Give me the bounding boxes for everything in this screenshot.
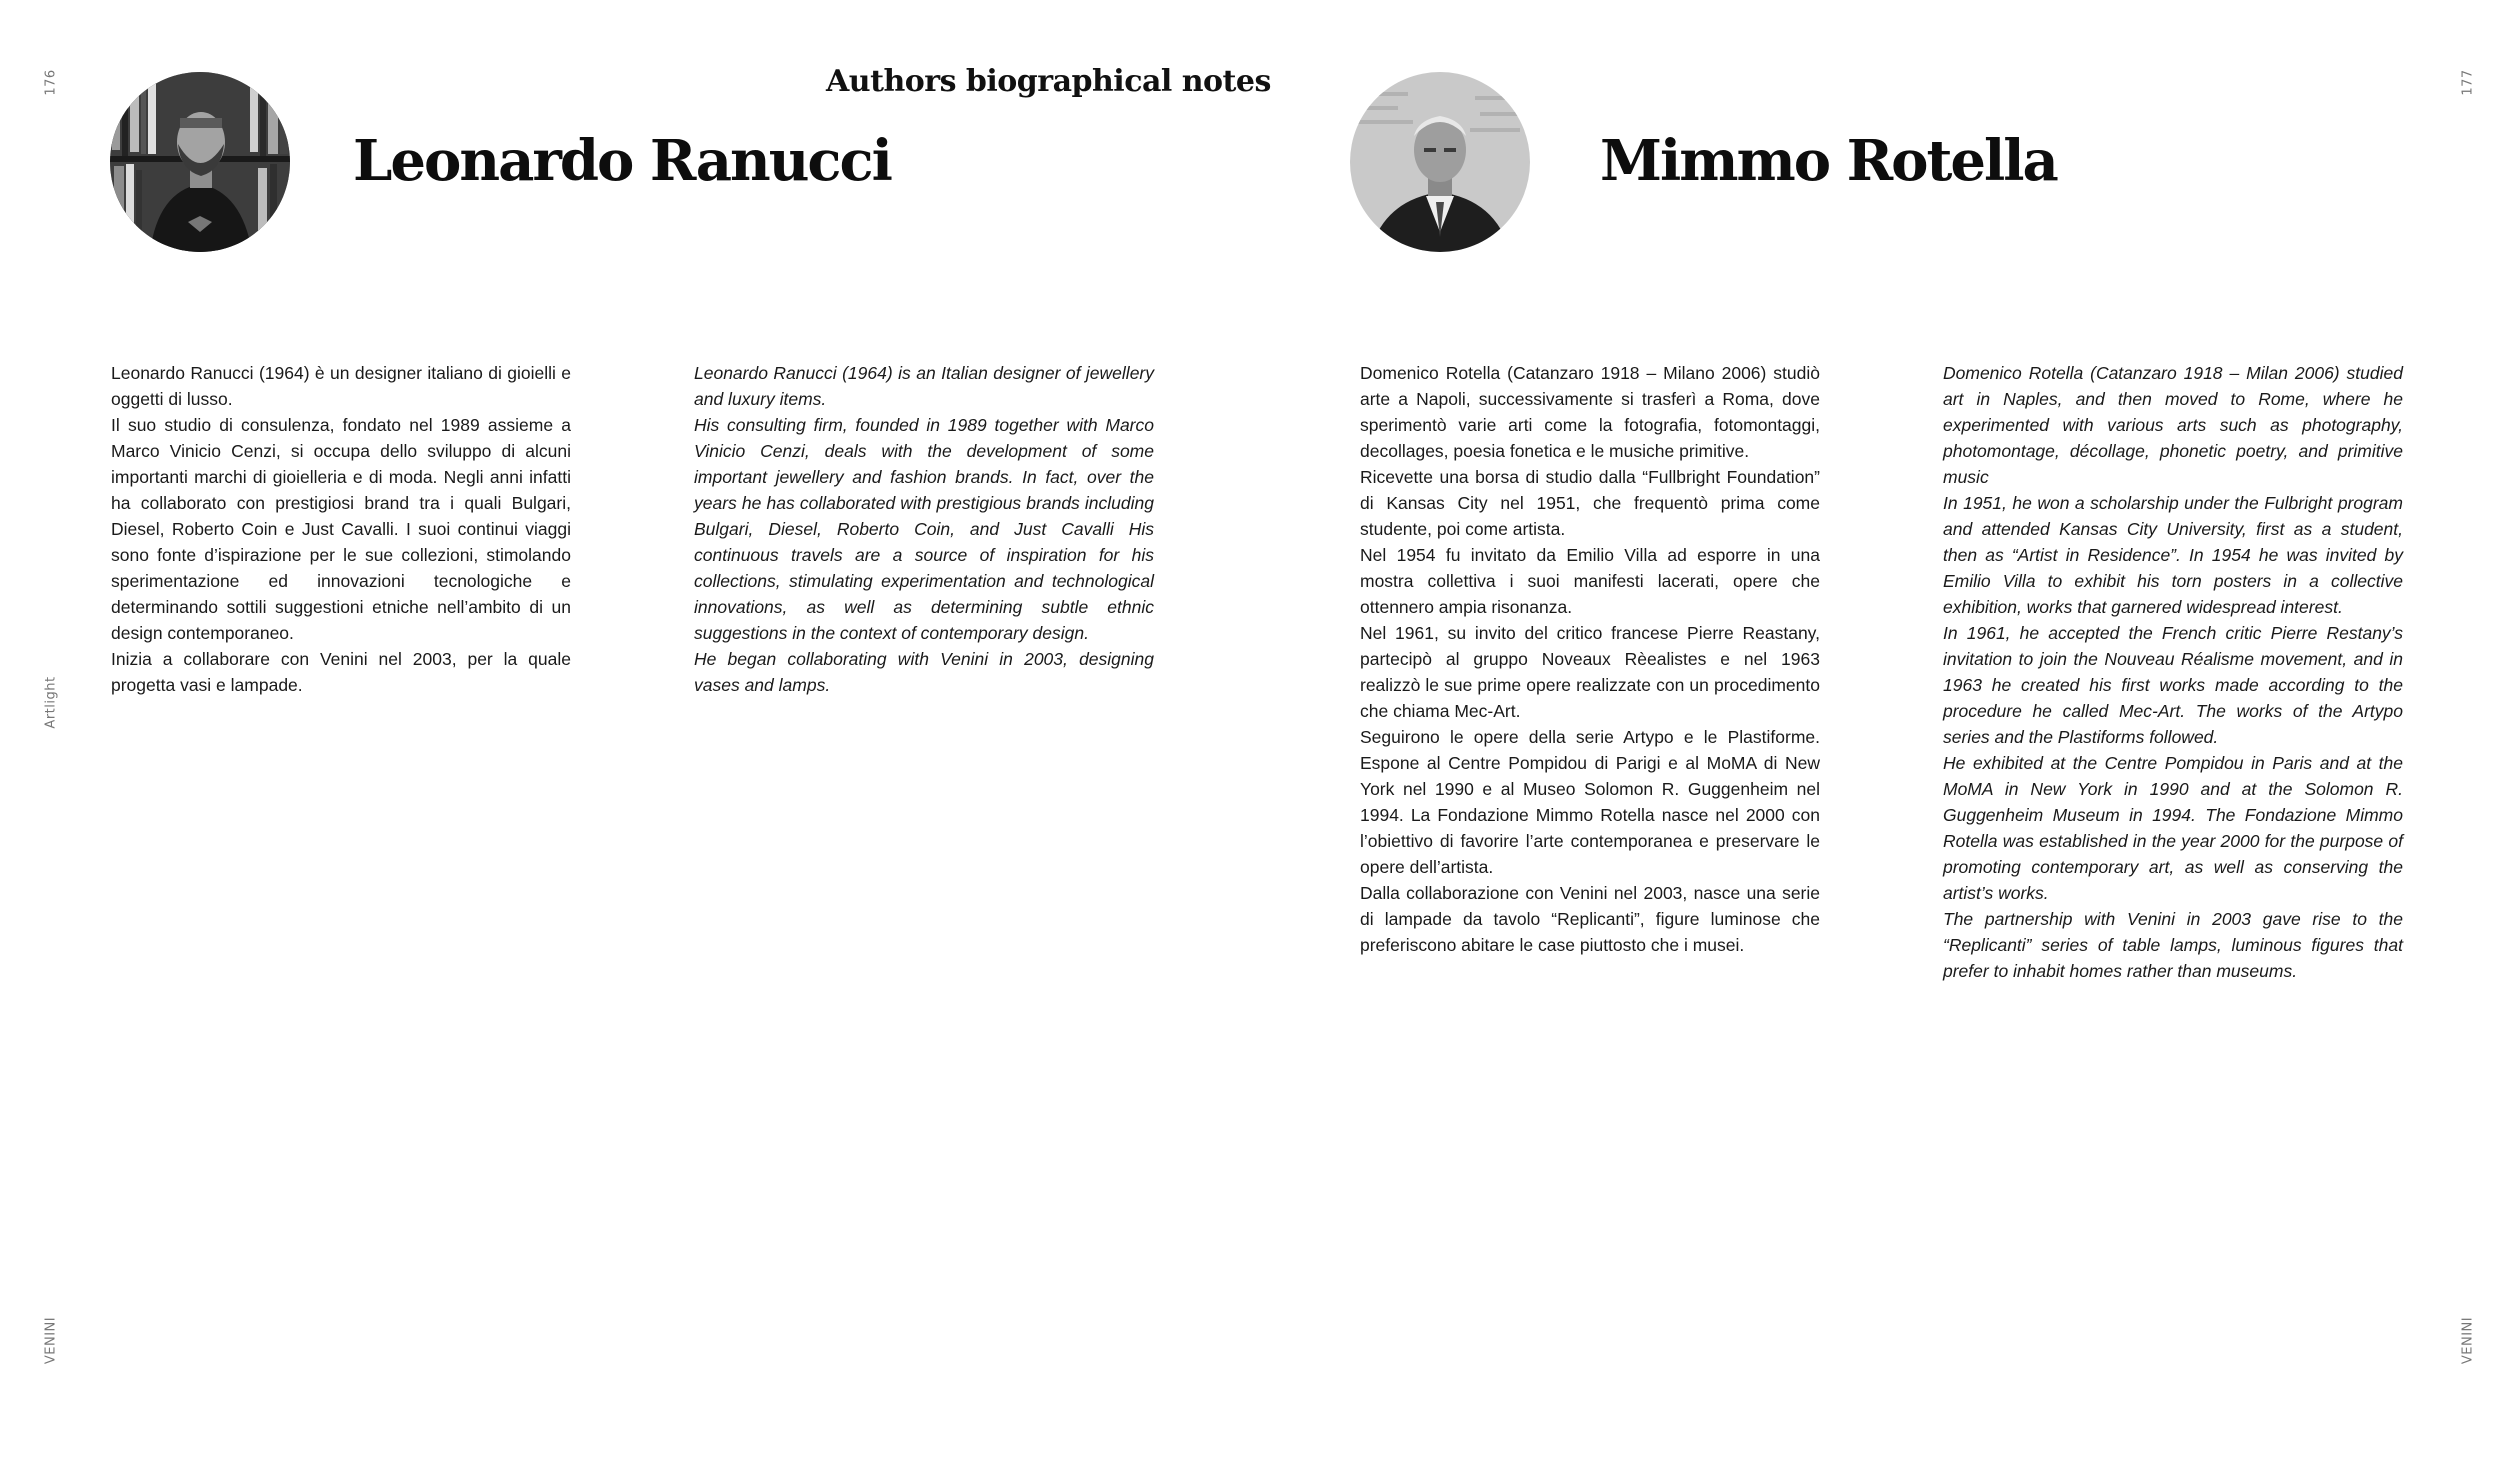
rotella-bio-italian xyxy=(1360,360,1820,958)
author-portrait-ranucci xyxy=(110,72,290,252)
rotella-bio-english xyxy=(1943,360,2403,984)
rotella-it-paragraph-6: Dalla collaborazione con Venini nel 2003, nasce una serie di lampade da tavolo “Replicanti”, figure luminose che preferiscono abitare le case piuttosto che i musei. xyxy=(1360,883,1820,955)
rotella-it-paragraph-3: Nel 1954 fu invitato da Emilio Villa ad esporre in una mostra collettiva i suoi manifesti lacerati, opere che ottennero ampia risonanza. xyxy=(1360,545,1820,617)
ranucci-it-paragraph-3: Inizia a collaborare con Venini nel 2003, per la quale progetta vasi e lampade. xyxy=(111,649,571,695)
ranucci-en-paragraph-2: His consulting firm, founded in 1989 together with Marco Vinicio Cenzi, deals with the development of some important jewellery and fashion brands. In fact, over the years he has collaborated with prestigious brands including Bulgari, Diesel, Roberto Coin, and Just Cavalli His continuous travels are a source of inspiration for his collections, stimulating experimentation and technological innovations, as well as determining subtle ethnic suggestions in the context of contemporary design. xyxy=(694,415,1154,643)
brand-label-right: VENINI xyxy=(2460,1316,2476,1365)
rotella-it-paragraph-4: Nel 1961, su invito del critico francese Pierre Reastany, partecipò al gruppo Noveaux Rèealistes e nel 1963 realizzò le sue prime opere realizzate con un procedimento che chiama Mec-Art. xyxy=(1360,623,1820,721)
author-portrait-rotella xyxy=(1350,72,1530,252)
author-name-rotella: Mimmo Rotella xyxy=(1600,128,2057,194)
rotella-en-paragraph-1: Domenico Rotella (Catanzaro 1918 – Milan 2006) studied art in Naples, and then moved to Rome, where he experimented with various arts such as photography, photomontage, décollage, phonetic poetry, and primitive music xyxy=(1943,363,2403,487)
section-title: Authors biographical notes xyxy=(826,64,1271,99)
page-number-left: 176 xyxy=(43,69,59,96)
ranucci-en-paragraph-1: Leonardo Ranucci (1964) is an Italian designer of jewellery and luxury items. xyxy=(694,363,1154,409)
rotella-it-paragraph-5: Seguirono le opere della serie Artypo e le Plastiforme. Espone al Centre Pompidou di Parigi e al MoMA di New York nel 1990 e al Museo Solomon R. Guggenheim nel 1994. La Fondazione Mimmo Rotella nasce nel 2000 con l’obiettivo di favorire l’arte contemporanea e preservare le opere dell’artista. xyxy=(1360,727,1820,877)
ranucci-en-paragraph-3: He began collaborating with Venini in 2003, designing vases and lamps. xyxy=(694,649,1154,695)
rotella-en-paragraph-3: In 1961, he accepted the French critic Pierre Restany’s invitation to join the Nouveau Réalisme movement, and in 1963 he created his first works made according to the procedure he called Mec-Art. The works of the Artypo series and the Plastiforms followed. xyxy=(1943,623,2403,747)
author-name-ranucci: Leonardo Ranucci xyxy=(353,128,891,194)
ranucci-bio-italian xyxy=(111,360,571,698)
brand-label-left: VENINI xyxy=(43,1316,59,1365)
rotella-it-paragraph-2: Ricevette una borsa di studio dalla “Fullbright Foundation” di Kansas City nel 1951, che frequentò prima come studente, poi come artista. xyxy=(1360,467,1820,539)
rotella-en-paragraph-2: In 1951, he won a scholarship under the Fulbright program and attended Kansas City University, first as a student, then as “Artist in Residence”. In 1954 he was invited by Emilio Villa to exhibit his torn posters in a collective exhibition, works that garnered widespread interest. xyxy=(1943,493,2403,617)
ranucci-it-paragraph-2: Il suo studio di consulenza, fondato nel 1989 assieme a Marco Vinicio Cenzi, si occupa dello sviluppo di alcuni importanti marchi di gioielleria e di moda. Negli anni infatti ha collaborato con prestigiosi brand tra i quali Bulgari, Diesel, Roberto Coin e Just Cavalli. I suoi continui viaggi sono fonte d’ispirazione per le sue collezioni, stimolando sperimentazione ed innovazioni tecnologiche e determinando sottili suggestioni etniche nell’ambito di un design contemporaneo. xyxy=(111,415,571,643)
book-title-label: Artlight xyxy=(43,676,59,729)
rotella-en-paragraph-4: He exhibited at the Centre Pompidou in Paris and at the MoMA in New York in 1990 and at the Solomon R. Guggenheim Museum in 1994. The Fondazione Mimmo Rotella was established in the year 2000 for the purpose of promoting contemporary art, as well as conserving the artist’s works. xyxy=(1943,753,2403,903)
ranucci-it-paragraph-1: Leonardo Ranucci (1964) è un designer italiano di gioielli e oggetti di lusso. xyxy=(111,363,571,409)
rotella-en-paragraph-5: The partnership with Venini in 2003 gave rise to the “Replicanti” series of table lamps, luminous figures that prefer to inhabit homes rather than museums. xyxy=(1943,909,2403,981)
ranucci-bio-english xyxy=(694,360,1154,698)
page-number-right: 177 xyxy=(2460,69,2476,96)
rotella-it-paragraph-1: Domenico Rotella (Catanzaro 1918 – Milano 2006) studiò arte a Napoli, successivamente si trasferì a Roma, dove sperimentò varie arti come la fotografia, fotomontaggi, decollages, poesia fonetica e le musiche primitive. xyxy=(1360,363,1820,461)
